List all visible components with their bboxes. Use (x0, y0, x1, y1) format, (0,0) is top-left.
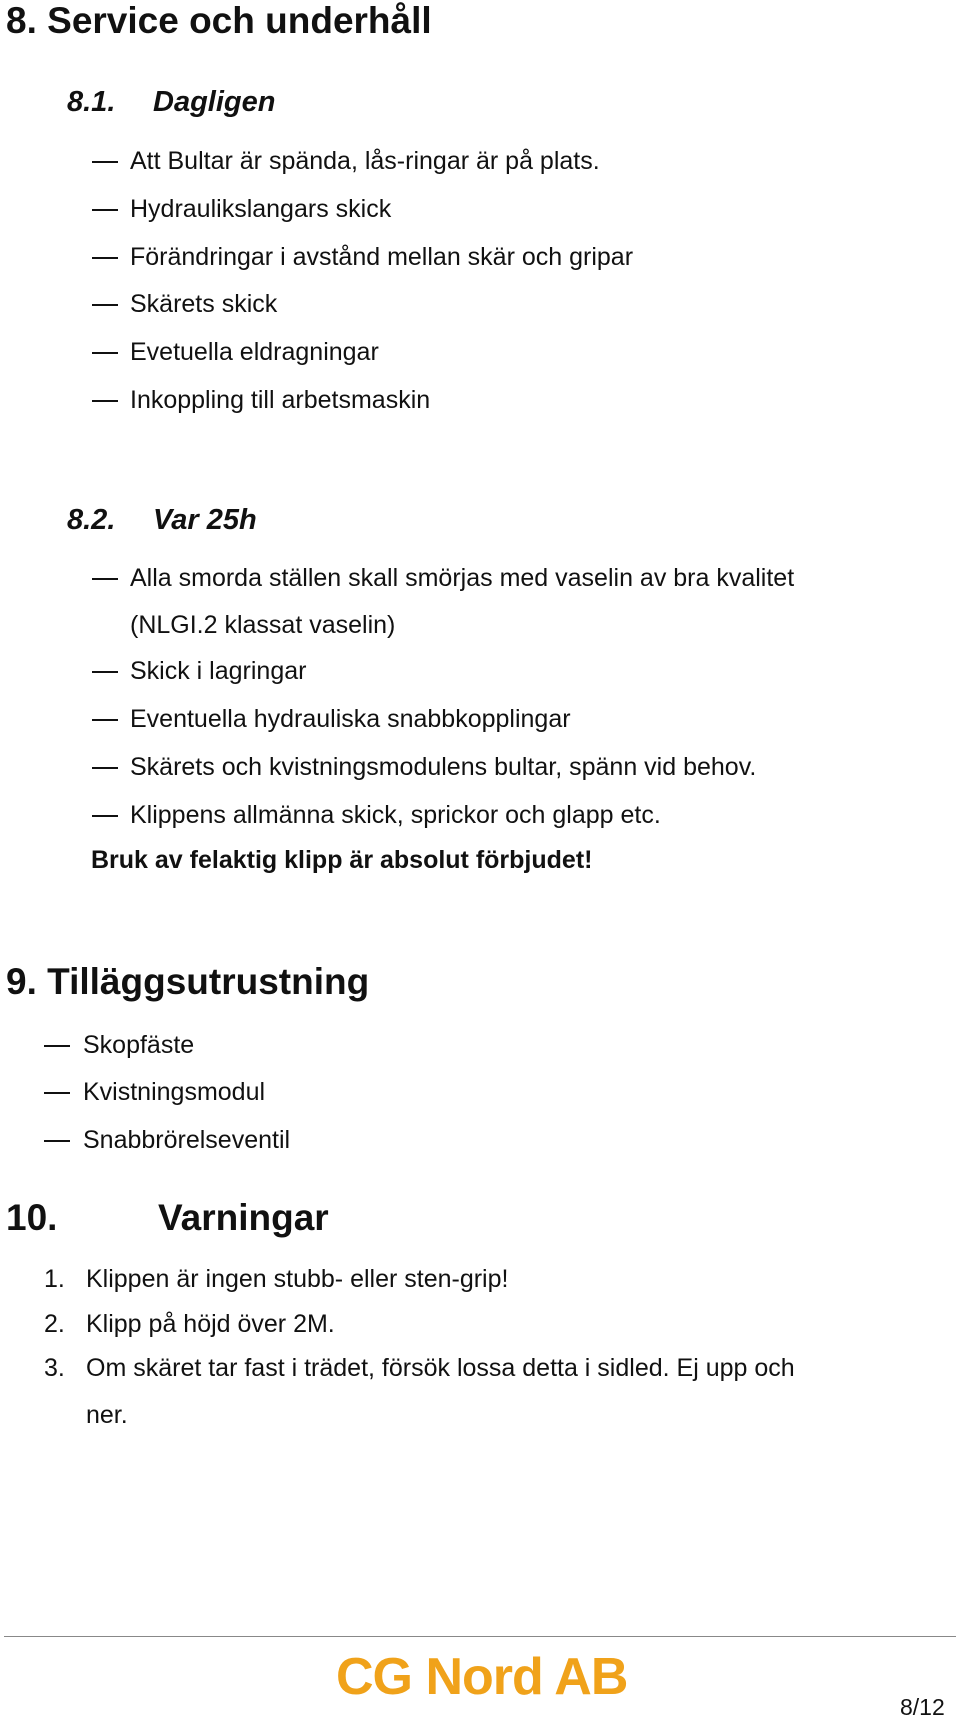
list-item: Skärets och kvistningsmodulens bultar, spänn vid behov. (130, 753, 757, 781)
item-number: 2. (44, 1310, 65, 1338)
list-item: Att Bultar är spända, lås-ringar är på plats. (130, 147, 600, 175)
item-text: Om skäret tar fast i trädet, försök lossa detta i sidled. Ej upp och (86, 1354, 795, 1382)
item-number: 3. (44, 1354, 65, 1382)
dash-bullet-icon (92, 304, 118, 306)
section-title: Varningar (158, 1197, 329, 1238)
list-item: Skärets skick (130, 290, 278, 318)
ordered-list-item-continuation (44, 1400, 128, 1430)
dash-bullet-icon (44, 1140, 70, 1142)
dash-bullet-icon (92, 209, 118, 211)
subsection-title: Dagligen (153, 86, 276, 118)
company-logo: CG Nord AB (336, 1648, 628, 1706)
section-number: 10. (6, 1197, 58, 1238)
list-item: Kvistningsmodul (83, 1078, 266, 1106)
dash-bullet-icon (44, 1092, 70, 1094)
ordered-list-item (44, 1264, 508, 1294)
dash-bullet-icon (92, 400, 118, 402)
dash-bullet-icon (92, 767, 118, 769)
section-10-heading (6, 1197, 329, 1239)
dash-bullet-icon (92, 815, 118, 817)
subsection-number: 8.1. (67, 86, 116, 118)
list-item-continuation: (NLGI.2 klassat vaselin) (130, 611, 396, 639)
list-item: Skick i lagringar (130, 657, 307, 685)
section-8-title: 8. Service och underhåll (6, 0, 432, 41)
list-item: Snabbrörelseventil (83, 1126, 291, 1154)
subsection-title: Var 25h (153, 504, 257, 536)
item-text: ner. (86, 1401, 128, 1429)
subsection-8-1-heading (67, 86, 275, 119)
subsection-number: 8.2. (67, 504, 116, 536)
list-item: Skopfäste (83, 1031, 195, 1059)
list-item: Inkoppling till arbetsmaskin (130, 386, 431, 414)
subsection-8-2-heading (67, 504, 257, 537)
ordered-list-item (44, 1353, 795, 1383)
list-item: Hydraulikslangars skick (130, 195, 392, 223)
item-text: Klippen är ingen stubb- eller sten-grip! (86, 1265, 509, 1293)
item-text: Klipp på höjd över 2M. (86, 1310, 335, 1338)
dash-bullet-icon (92, 257, 118, 259)
warning-text: Bruk av felaktig klipp är absolut förbjudet! (91, 846, 593, 874)
list-item: Evetuella eldragningar (130, 338, 379, 366)
footer-divider (4, 1636, 956, 1637)
section-9-title: 9. Tilläggsutrustning (6, 961, 370, 1002)
item-number: 1. (44, 1265, 65, 1293)
ordered-list-item (44, 1309, 335, 1339)
page-number: 8/12 (900, 1694, 945, 1720)
dash-bullet-icon (92, 352, 118, 354)
dash-bullet-icon (92, 161, 118, 163)
list-item: Alla smorda ställen skall smörjas med vaselin av bra kvalitet (130, 564, 795, 592)
dash-bullet-icon (92, 719, 118, 721)
list-item: Eventuella hydrauliska snabbkopplingar (130, 705, 571, 733)
list-item: Förändringar i avstånd mellan skär och gripar (130, 243, 634, 271)
dash-bullet-icon (92, 671, 118, 673)
dash-bullet-icon (92, 578, 118, 580)
dash-bullet-icon (44, 1045, 70, 1047)
list-item: Klippens allmänna skick, sprickor och glapp etc. (130, 801, 661, 829)
